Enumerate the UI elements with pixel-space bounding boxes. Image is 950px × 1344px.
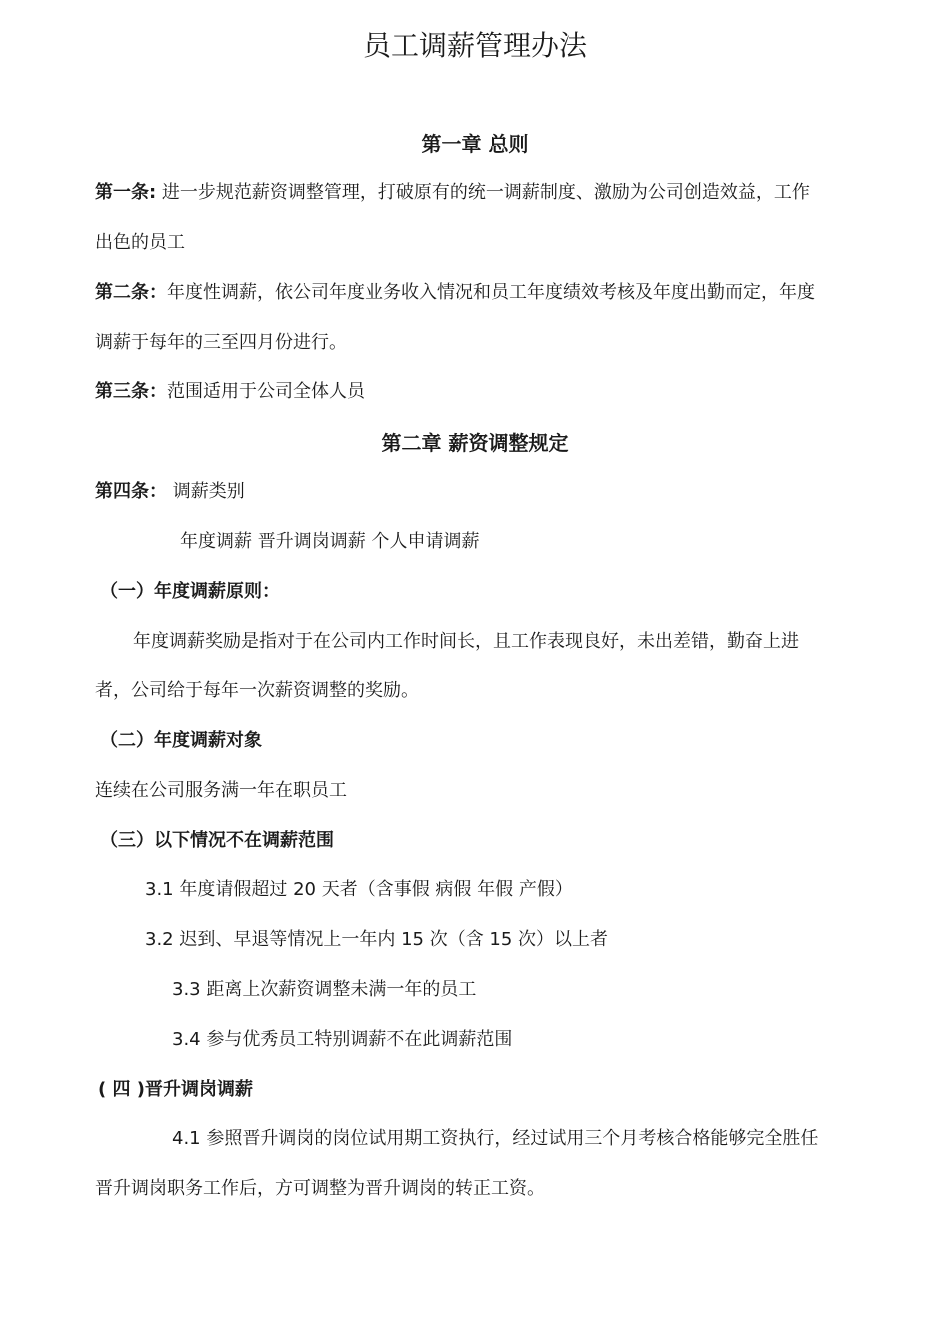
article-2-line-2: 调薪于每年的三至四月份进行。 <box>95 332 347 353</box>
section-3-item-3: 3.3 距离上次薪资调整未满一年的员工 <box>172 979 477 1000</box>
article-1-text: 进一步规范薪资调整管理，打破原有的统一调薪制度、激励为公司创造效益，工作 <box>156 182 810 203</box>
section-3-item-1: 3.1 年度请假超过 20 天者（含事假 病假 年假 产假） <box>145 879 573 900</box>
article-1-label: 第一条: <box>95 182 157 203</box>
section-1-line-1: 年度调薪奖励是指对于在公司内工作时间长，且工作表现良好，未出差错，勤奋上进 <box>133 631 799 652</box>
section-1-heading: （一）年度调薪原则： <box>100 581 280 602</box>
document-title: 员工调薪管理办法 <box>362 29 587 62</box>
article-1-line-1 <box>95 178 870 208</box>
article-4-label: 第四条： <box>95 481 167 502</box>
article-4-text: 调薪类别 <box>167 481 245 502</box>
article-4-categories: 年度调薪 晋升调岗调薪 个人申请调薪 <box>180 531 480 552</box>
article-2-label: 第二条： <box>95 282 167 303</box>
article-1-line-2: 出色的员工 <box>95 232 185 253</box>
article-2-line-1 <box>95 278 870 308</box>
article-2-text: 年度性调薪，依公司年度业务收入情况和员工年度绩效考核及年度出勤而定，年度 <box>167 282 815 303</box>
article-3-label: 第三条： <box>95 381 167 402</box>
section-2-heading: （二）年度调薪对象 <box>100 730 262 751</box>
article-4-line <box>95 477 870 507</box>
article-3-text: 范围适用于公司全体人员 <box>167 381 365 402</box>
section-1-line-2: 者，公司给于每年一次薪资调整的奖励。 <box>95 680 419 701</box>
section-3-item-4: 3.4 参与优秀员工特别调薪不在此调薪范围 <box>172 1029 513 1050</box>
section-4-line-2: 晋升调岗职务工作后，方可调整为晋升调岗的转正工资。 <box>95 1178 545 1199</box>
section-4-heading: ( 四 )晋升调岗调薪 <box>98 1079 253 1100</box>
chapter-2-heading: 第二章 薪资调整规定 <box>381 431 569 455</box>
section-2-text: 连续在公司服务满一年在职员工 <box>95 780 347 801</box>
section-4-line-1: 4.1 参照晋升调岗的岗位试用期工资执行，经过试用三个月考核合格能够完全胜任 <box>172 1128 819 1149</box>
section-3-heading: （三）以下情况不在调薪范围 <box>100 830 334 851</box>
section-3-item-2: 3.2 迟到、早退等情况上一年内 15 次（含 15 次）以上者 <box>145 929 609 950</box>
article-3-line <box>95 377 870 407</box>
chapter-1-heading: 第一章 总则 <box>421 132 529 156</box>
